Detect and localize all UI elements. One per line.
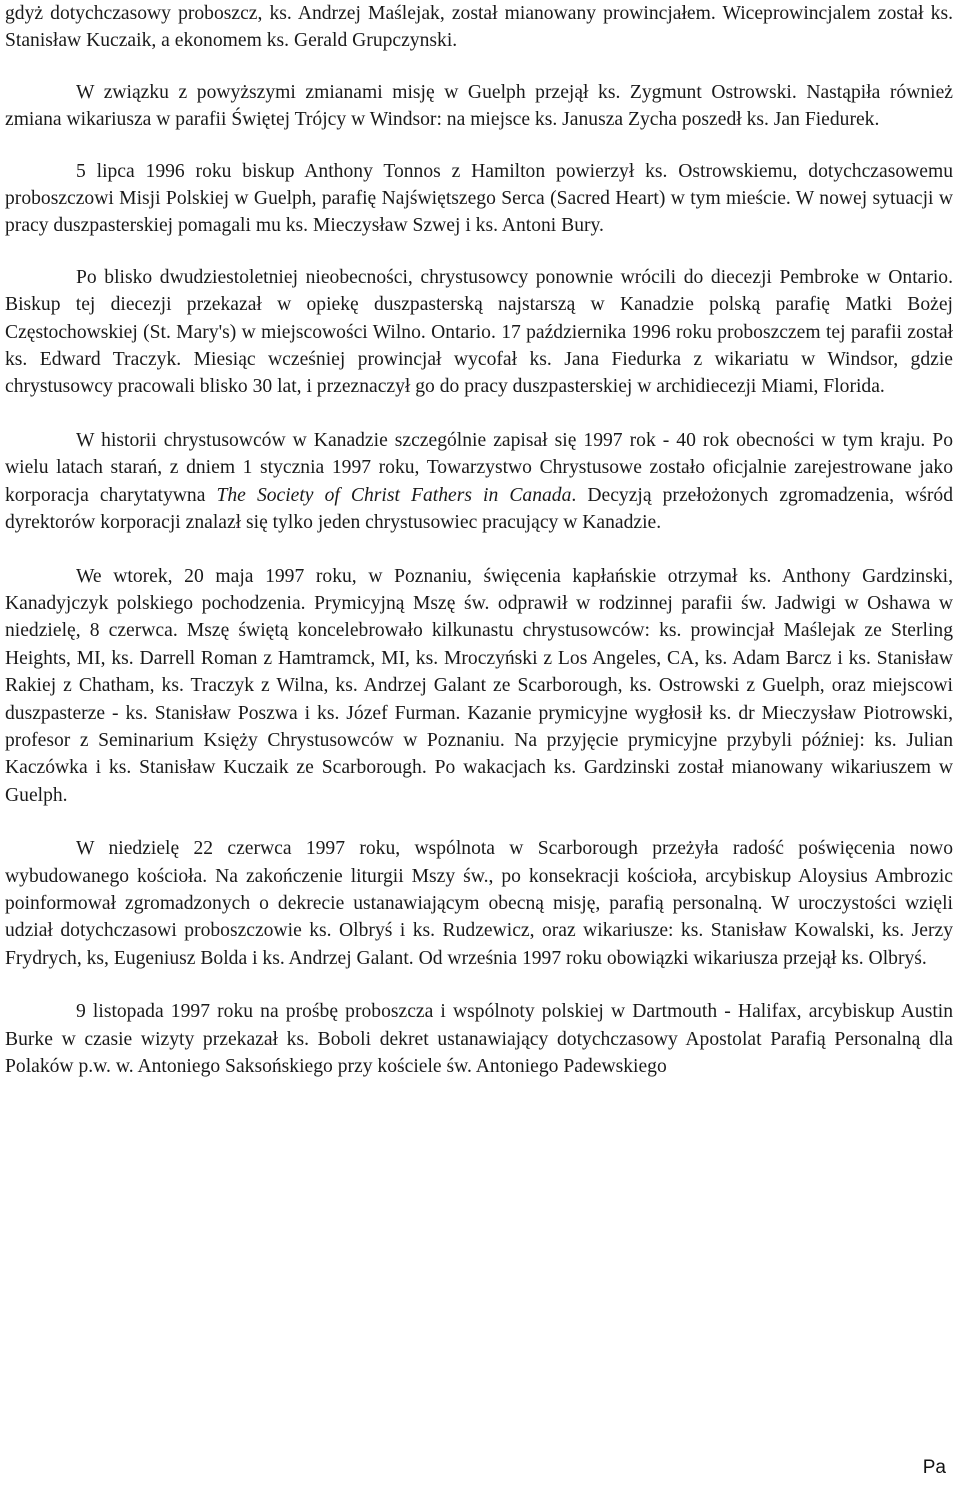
paragraph-1997-text-after: . Decyzją przełożonych zgromadzenia, wśród dyrektorów korporacji znalazł się tylko jeden chrystusowiec pracujący w Kanadzie. <box>5 484 953 534</box>
paragraph-halifax: 9 listopada 1997 roku na prośbę proboszcza i wspólnoty polskiej w Dartmouth - Halifax, arcybiskup Austin Burke w czasie wizyty przekazał ks. Boboli dekret ustanawiający dotychczasowy Apostolat Parafią Personalną dla Polaków p.w. w. Antoniego Saksońskiego przy kościele św. Antoniego Padewskiego <box>5 1001 953 1077</box>
paragraph-ordination: We wtorek, 20 maja 1997 roku, w Poznaniu, święcenia kapłańskie otrzymał ks. Anthony Gardzinski, Kanadyjczyk polskiego pochodzenia. Prymicyjną Mszę św. odprawił w rodzinnej parafii św. Jadwigi w Oshawa w niedzielę, 8 czerwca. Mszę świętą koncelebrowało kilkunastu chrystusowców: ks. prowincjał Maślejak ze Sterling Heights, MI, ks. Darrell Roman z Hamtramck, MI, ks. Mroczyński z Los Angeles, CA, ks. Adam Barcz i ks. Stanisław Rakiej z Chatham, ks. Traczyk z Wilna, ks. Andrzej Galant ze Scarborough, ks. Ostrowski z Guelph, oraz miejscowi duszpasterze - ks. Stanisław Poszwa i ks. Józef Furman. Kazanie prymicyjne wygłosił ks. dr Mieczysław Piotrowski, profesor z Seminarium Księży Chrystusowców w Poznaniu. Na przyjęcie prymicyjne przybyli później: ks. Julian Kaczówka i ks. Stanisław Kuczaik ze Scarborough. Po wakacjach ks. Gardzinski został mianowany wikariuszem w Guelph. <box>5 565 953 806</box>
paragraph-scarborough-church: W niedzielę 22 czerwca 1997 roku, wspólnota w Scarborough przeżyła radość poświęcenia nowo wybudowanego kościoła. Na zakończenie liturgii Mszy św., po konsekracji kościoła, arcybiskup Aloysius Ambrozic poinformował zgromadzonych o dekrecie ustanawiającym obecną misję, parafią personalną. W uroczystości wzięli udział dotychczasowi proboszczowie ks. Olbryś i ks. Rudzewicz, oraz wikariusze: ks. Stanisław Kowalski, ks. Jerzy Frydrych, ks, Eugeniusz Bolda i ks. Andrzej Galant. Od września 1997 roku obowiązki wikariusza przejął ks. Olbryś. <box>5 838 953 969</box>
paragraph-1997-text-before: W historii chrystusowców w Kanadzie szczególnie zapisał się 1997 rok - 40 rok obecności w tym kraju. Po wielu latach starań, z dniem 1 stycznia 1997 roku, Towarzystwo Chrystusowe zostało oficjalnie zarejestrowane jako korporacja charytatywna <box>5 429 953 506</box>
society-name-italic: The Society of Christ Fathers in Canada <box>216 484 572 506</box>
paragraph-continuation: gdyż dotychczasowy proboszcz, ks. Andrzej Maślejak, został mianowany prowincjałem. Wiceprowincjalem został ks. Stanisław Kuczaik, a ekonomem ks. Gerald Grupczynski. <box>5 3 953 52</box>
paragraph-sacred-heart: 5 lipca 1996 roku biskup Anthony Tonnos z Hamilton powierzył ks. Ostrowskiemu, dotychczasowemu proboszczowi Misji Polskiej w Guelph, parafię Najświętszego Serca (Sacred Heart) w tym mieście. W nowej sytuacji w pracy duszpasterskiej pomagali mu ks. Mieczysław Szwej i ks. Antoni Bury. <box>5 160 953 237</box>
paragraph-1997-anniversary <box>5 427 953 537</box>
paragraph-pembroke: Po blisko dwudziestoletniej nieobecności, chrystusowcy ponownie wrócili do diecezji Pembroke w Ontario. Biskup tej diecezji przekazał w opiekę duszpasterską najstarszą w Kanadzie polską parafię Matki Bożej Częstochowskiej (St. Mary's) w miejscowości Wilno. Ontario. 17 października 1996 roku proboszczem tej parafii został ks. Edward Traczyk. Miesiąc wcześniej prowincjał wycofał ks. Jana Fiedurka z wikariatu w Windsor, gdzie chrystusowcy pracowali blisko 30 lat, i przeznaczył go do pracy duszpasterskiej w archidiecezji Miami, Florida. <box>5 266 953 398</box>
paragraph-ostrowski-guelph: W związku z powyższymi zmianami misję w Guelph przejął ks. Zygmunt Ostrowski. Nastąpiła również zmiana wikariusza w parafii Świętej Trójcy w Windsor: na miejsce ks. Janusza Zycha poszedł ks. Jan Fiedurek. <box>5 81 953 131</box>
page-footer-label: Pa <box>922 1457 946 1478</box>
document-page <box>5 0 953 1080</box>
